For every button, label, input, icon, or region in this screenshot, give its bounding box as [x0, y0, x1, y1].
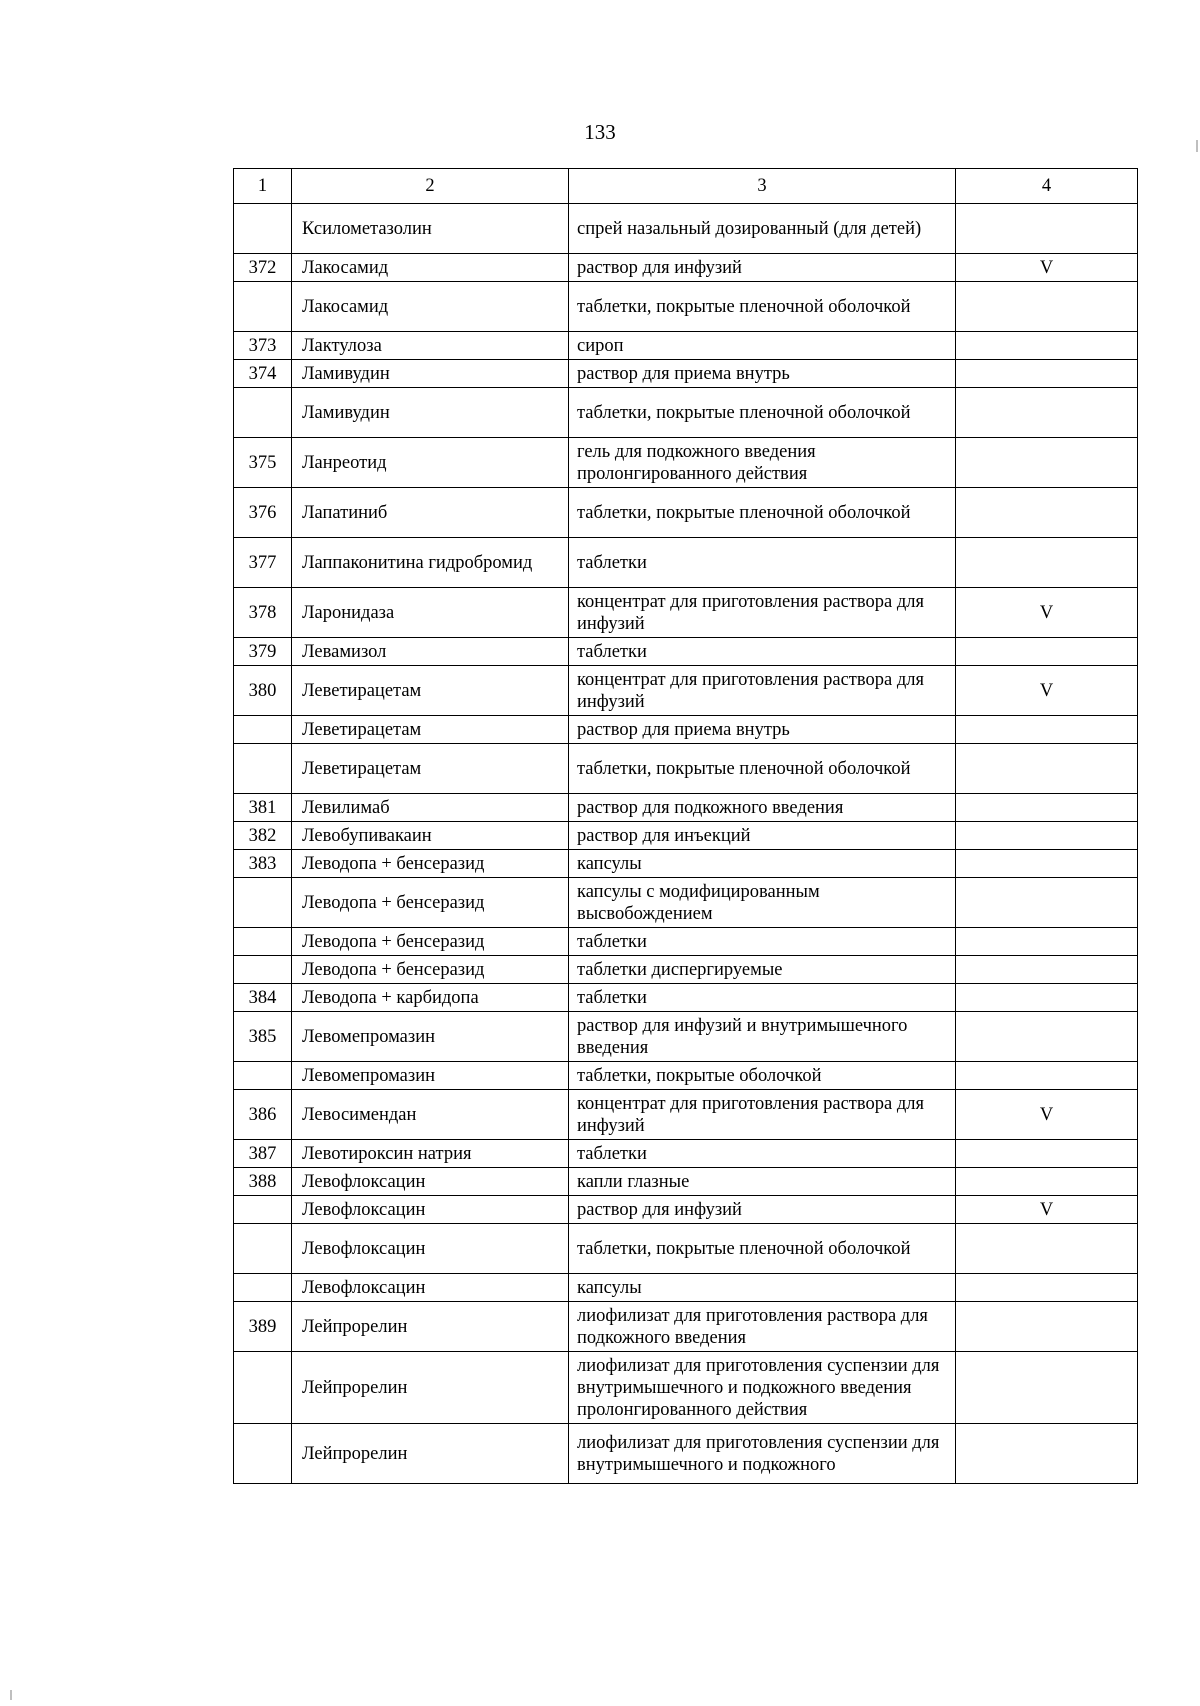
row-number [234, 388, 292, 438]
drug-name: Леводопа + бенсеразид [292, 878, 569, 928]
table-row [234, 1168, 1138, 1196]
dosage-form: таблетки, покрытые пленочной оболочкой [569, 1224, 956, 1274]
header-col-4: 4 [956, 169, 1138, 204]
dosage-form: таблетки, покрытые пленочной оболочкой [569, 744, 956, 794]
table-row [234, 716, 1138, 744]
vital-mark [956, 1274, 1138, 1302]
table-row [234, 1302, 1138, 1352]
table-row [234, 254, 1138, 282]
row-number: 379 [234, 638, 292, 666]
drug-name: Лакосамид [292, 282, 569, 332]
vital-mark [956, 744, 1138, 794]
table-row [234, 538, 1138, 588]
row-number [234, 1274, 292, 1302]
vital-mark [956, 984, 1138, 1012]
dosage-form: таблетки, покрытые оболочкой [569, 1062, 956, 1090]
table-row [234, 794, 1138, 822]
drug-name: Левотироксин натрия [292, 1140, 569, 1168]
vital-mark [956, 488, 1138, 538]
vital-mark [956, 928, 1138, 956]
table-row [234, 1196, 1138, 1224]
dosage-form: таблетки диспергируемые [569, 956, 956, 984]
row-number [234, 716, 292, 744]
vital-mark [956, 332, 1138, 360]
drug-name: Ламивудин [292, 360, 569, 388]
dosage-form: гель для подкожного введения пролонгированного действия [569, 438, 956, 488]
vital-mark [956, 438, 1138, 488]
drug-name: Ларонидаза [292, 588, 569, 638]
dosage-form: лиофилизат для приготовления суспензии для внутримышечного и подкожного [569, 1424, 956, 1484]
table-row [234, 488, 1138, 538]
table-row [234, 1140, 1138, 1168]
row-number [234, 744, 292, 794]
dosage-form: раствор для инфузий [569, 1196, 956, 1224]
header-col-3: 3 [569, 169, 956, 204]
table-row [234, 332, 1138, 360]
table-row [234, 744, 1138, 794]
vital-mark [956, 878, 1138, 928]
drug-name: Лейпрорелин [292, 1424, 569, 1484]
dosage-form: раствор для инфузий и внутримышечного введения [569, 1012, 956, 1062]
table-row [234, 878, 1138, 928]
drug-name: Леводопа + бенсеразид [292, 850, 569, 878]
table-row [234, 1090, 1138, 1140]
row-number: 381 [234, 794, 292, 822]
dosage-form: таблетки [569, 928, 956, 956]
vital-mark [956, 638, 1138, 666]
row-number [234, 928, 292, 956]
row-number: 385 [234, 1012, 292, 1062]
dosage-form: сироп [569, 332, 956, 360]
vital-mark [956, 360, 1138, 388]
drug-name: Леводопа + бенсеразид [292, 956, 569, 984]
header-row [234, 169, 1138, 204]
table-row [234, 388, 1138, 438]
vital-mark [956, 538, 1138, 588]
vital-mark [956, 1224, 1138, 1274]
dosage-form: таблетки [569, 638, 956, 666]
row-number [234, 1196, 292, 1224]
drug-name: Левофлоксацин [292, 1196, 569, 1224]
dosage-form: таблетки [569, 538, 956, 588]
drug-name: Левофлоксацин [292, 1274, 569, 1302]
table-row [234, 1224, 1138, 1274]
dosage-form: капсулы [569, 850, 956, 878]
drug-name: Лаппаконитина гидробромид [292, 538, 569, 588]
scan-edge-mark [1196, 140, 1198, 152]
vital-mark [956, 1424, 1138, 1484]
table-row [234, 1012, 1138, 1062]
vital-mark [956, 282, 1138, 332]
row-number [234, 956, 292, 984]
dosage-form: концентрат для приготовления раствора для инфузий [569, 588, 956, 638]
vital-mark [956, 388, 1138, 438]
drug-name: Лапатиниб [292, 488, 569, 538]
table-body [234, 204, 1138, 1484]
table-row [234, 360, 1138, 388]
row-number [234, 1224, 292, 1274]
vital-mark [956, 1352, 1138, 1424]
drug-name: Левилимаб [292, 794, 569, 822]
dosage-form: спрей назальный дозированный (для детей) [569, 204, 956, 254]
row-number: 383 [234, 850, 292, 878]
row-number: 389 [234, 1302, 292, 1352]
row-number [234, 1424, 292, 1484]
drug-name: Леветирацетам [292, 666, 569, 716]
dosage-form: раствор для инъекций [569, 822, 956, 850]
drug-name: Ксилометазолин [292, 204, 569, 254]
row-number: 387 [234, 1140, 292, 1168]
row-number: 382 [234, 822, 292, 850]
row-number: 373 [234, 332, 292, 360]
drug-name: Левофлоксацин [292, 1224, 569, 1274]
drug-name: Лакосамид [292, 254, 569, 282]
table-row [234, 282, 1138, 332]
dosage-form: лиофилизат для приготовления суспензии для внутримышечного и подкожного введения пролонгированного действия [569, 1352, 956, 1424]
table-row [234, 984, 1138, 1012]
drug-name: Левамизол [292, 638, 569, 666]
drug-name: Левосимендан [292, 1090, 569, 1140]
vital-mark [956, 1062, 1138, 1090]
dosage-form: раствор для инфузий [569, 254, 956, 282]
dosage-form: лиофилизат для приготовления раствора для подкожного введения [569, 1302, 956, 1352]
header-col-1: 1 [234, 169, 292, 204]
drug-name: Леводопа + бенсеразид [292, 928, 569, 956]
row-number: 375 [234, 438, 292, 488]
dosage-form: раствор для приема внутрь [569, 716, 956, 744]
table-row [234, 1424, 1138, 1484]
page-number: 133 [584, 120, 616, 144]
vital-mark [956, 822, 1138, 850]
dosage-form: концентрат для приготовления раствора для инфузий [569, 1090, 956, 1140]
dosage-form: капли глазные [569, 1168, 956, 1196]
dosage-form: таблетки [569, 984, 956, 1012]
table-row [234, 438, 1138, 488]
table-row [234, 956, 1138, 984]
vital-mark: V [956, 1090, 1138, 1140]
dosage-form: капсулы с модифицированным высвобождением [569, 878, 956, 928]
dosage-form: таблетки [569, 1140, 956, 1168]
dosage-form: раствор для приема внутрь [569, 360, 956, 388]
table-row [234, 588, 1138, 638]
drug-name: Ламивудин [292, 388, 569, 438]
vital-mark: V [956, 666, 1138, 716]
row-number: 388 [234, 1168, 292, 1196]
table-header [234, 169, 1138, 204]
table-row [234, 822, 1138, 850]
drug-name: Леветирацетам [292, 716, 569, 744]
scan-edge-mark [10, 1690, 12, 1700]
vital-mark [956, 956, 1138, 984]
vital-mark [956, 794, 1138, 822]
vital-mark [956, 1012, 1138, 1062]
vital-mark [956, 850, 1138, 878]
drug-name: Левомепромазин [292, 1012, 569, 1062]
row-number: 376 [234, 488, 292, 538]
row-number: 380 [234, 666, 292, 716]
vital-mark: V [956, 1196, 1138, 1224]
table-row [234, 666, 1138, 716]
dosage-form: таблетки, покрытые пленочной оболочкой [569, 282, 956, 332]
table-row [234, 1352, 1138, 1424]
row-number [234, 204, 292, 254]
drug-name: Лактулоза [292, 332, 569, 360]
row-number: 372 [234, 254, 292, 282]
vital-mark [956, 716, 1138, 744]
drug-name: Ланреотид [292, 438, 569, 488]
table-row [234, 1274, 1138, 1302]
drug-name: Леветирацетам [292, 744, 569, 794]
drug-name: Леводопа + карбидопа [292, 984, 569, 1012]
drug-name: Левомепромазин [292, 1062, 569, 1090]
row-number: 378 [234, 588, 292, 638]
row-number [234, 1352, 292, 1424]
drug-name: Лейпрорелин [292, 1302, 569, 1352]
dosage-form: таблетки, покрытые пленочной оболочкой [569, 388, 956, 438]
drug-table [233, 168, 1138, 1484]
row-number [234, 282, 292, 332]
table-row [234, 928, 1138, 956]
dosage-form: капсулы [569, 1274, 956, 1302]
drug-name: Лейпрорелин [292, 1352, 569, 1424]
drug-name: Левобупивакаин [292, 822, 569, 850]
vital-mark [956, 1168, 1138, 1196]
table-row [234, 1062, 1138, 1090]
dosage-form: концентрат для приготовления раствора для инфузий [569, 666, 956, 716]
table-row [234, 638, 1138, 666]
vital-mark: V [956, 254, 1138, 282]
row-number: 377 [234, 538, 292, 588]
row-number [234, 878, 292, 928]
vital-mark: V [956, 588, 1138, 638]
dosage-form: раствор для подкожного введения [569, 794, 956, 822]
row-number [234, 1062, 292, 1090]
row-number: 374 [234, 360, 292, 388]
table-row [234, 850, 1138, 878]
table-row [234, 204, 1138, 254]
header-col-2: 2 [292, 169, 569, 204]
dosage-form: таблетки, покрытые пленочной оболочкой [569, 488, 956, 538]
vital-mark [956, 204, 1138, 254]
row-number: 386 [234, 1090, 292, 1140]
row-number: 384 [234, 984, 292, 1012]
vital-mark [956, 1302, 1138, 1352]
drug-name: Левофлоксацин [292, 1168, 569, 1196]
vital-mark [956, 1140, 1138, 1168]
